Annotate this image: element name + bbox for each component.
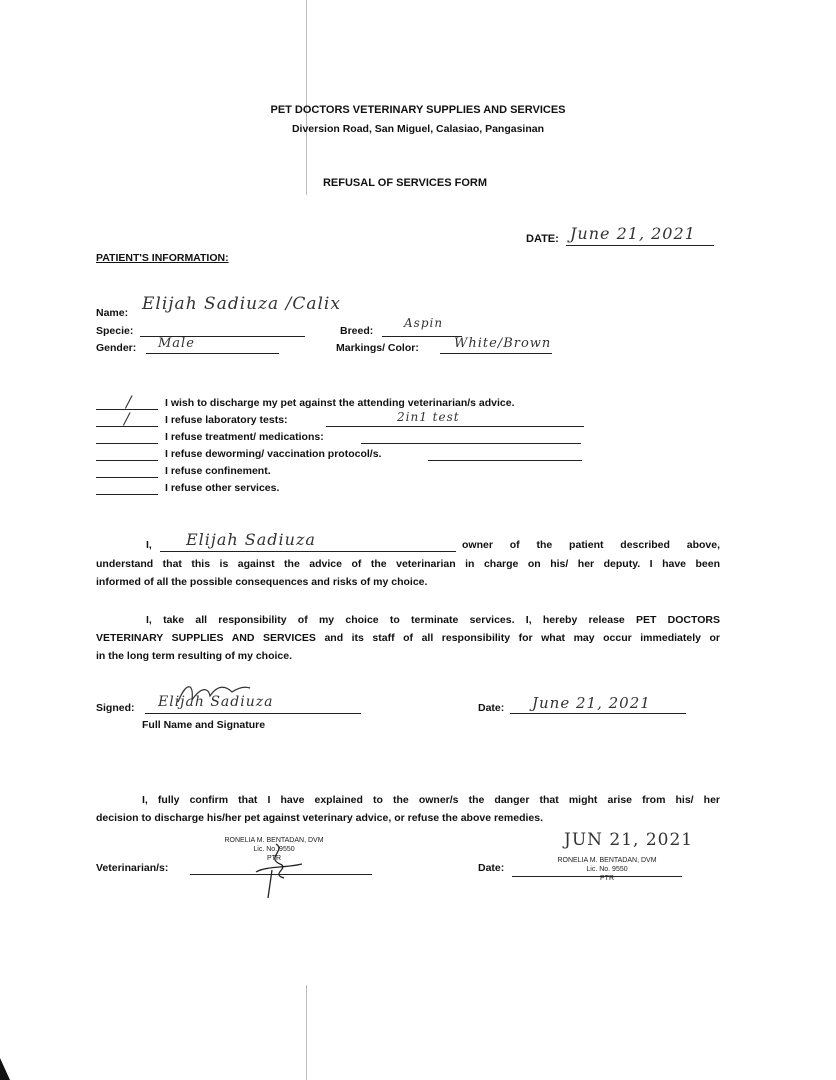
owner-name-line bbox=[160, 551, 456, 552]
confirm-line1: I, fully confirm that I have explained to the owner/s the danger that might arise from his/ her bbox=[142, 794, 720, 806]
responsibility-line1: I, take all responsibility of my choice to terminate services. I, hereby release PET DOCTORS bbox=[146, 614, 720, 626]
owner-signature-scribble bbox=[174, 678, 254, 708]
refusal-item-5: I refuse confinement. bbox=[165, 465, 271, 477]
statement-line1: owner of the patient described above, bbox=[462, 539, 720, 551]
owner-name-handwritten: Elijah Sadiuza bbox=[186, 530, 316, 549]
breed-line bbox=[382, 336, 462, 337]
name-label: Name: bbox=[96, 307, 129, 319]
refusal-mark-1: / bbox=[126, 392, 133, 411]
lab-tests-line bbox=[326, 426, 584, 427]
breed-handwritten: Aspin bbox=[404, 316, 444, 330]
treatment-line bbox=[361, 443, 581, 444]
statement-line2: understand that this is against the advice of the veterinarian in charge on his/ her deputy. I have been bbox=[96, 558, 720, 570]
breed-label: Breed: bbox=[340, 325, 374, 337]
markings-label: Markings/ Color: bbox=[336, 342, 419, 354]
specie-label: Specie: bbox=[96, 325, 134, 337]
refusal-item-3: I refuse treatment/ medications: bbox=[165, 431, 324, 443]
signature-caption: Full Name and Signature bbox=[142, 719, 266, 731]
vet-date-stamp bbox=[548, 856, 666, 883]
refusal-blank-4 bbox=[96, 460, 158, 461]
date-label: DATE: bbox=[526, 233, 559, 245]
owner-date-label: Date: bbox=[478, 702, 505, 714]
markings-line bbox=[440, 353, 552, 354]
statement-prefix: I, bbox=[146, 539, 152, 551]
gender-line bbox=[146, 353, 279, 354]
company-address: Diversion Road, San Miguel, Calasiao, Pangasinan bbox=[291, 123, 545, 135]
vet-date-stamp-ptr: PTR bbox=[600, 875, 614, 882]
fold-line-bottom bbox=[306, 985, 307, 1080]
vet-stamp-ptr: PTR bbox=[267, 855, 281, 862]
owner-date-line bbox=[510, 713, 686, 714]
refusal-mark-2: / bbox=[124, 409, 131, 428]
refusal-item-4: I refuse deworming/ vaccination protocol/s. bbox=[165, 448, 382, 460]
confirm-line2: decision to discharge his/her pet against veterinary advice, or refuse the above remedies. bbox=[96, 812, 543, 824]
gender-handwritten: Male bbox=[158, 336, 195, 351]
statement-line3: informed of all the possible consequences and risks of my choice. bbox=[96, 576, 428, 588]
responsibility-line3: in the long term resulting of my choice. bbox=[96, 650, 293, 662]
refusal-blank-6 bbox=[96, 494, 158, 495]
refusal-blank-5 bbox=[96, 477, 158, 478]
vet-date-stamp-name: RONELIA M. BENTADAN, DVM bbox=[557, 857, 657, 864]
patient-info-heading: PATIENT'S INFORMATION: bbox=[96, 252, 229, 264]
date-handwritten: June 21, 2021 bbox=[570, 224, 696, 243]
vet-stamp-name: RONELIA M. BENTADAN, DVM bbox=[224, 837, 324, 844]
signed-label: Signed: bbox=[96, 702, 135, 714]
refusal-item-2: I refuse laboratory tests: bbox=[165, 414, 288, 426]
refusal-item-6: I refuse other services. bbox=[165, 482, 280, 494]
vet-date-label: Date: bbox=[478, 862, 505, 874]
gender-label: Gender: bbox=[96, 342, 137, 354]
markings-handwritten: White/Brown bbox=[454, 336, 552, 351]
name-handwritten: Elijah Sadiuza /Calix bbox=[142, 294, 341, 314]
responsibility-line2: VETERINARY SUPPLIES AND SERVICES and its staff of all responsibility for what may occur immediately or bbox=[96, 632, 720, 644]
page-corner-shadow bbox=[0, 1058, 10, 1080]
refusal-blank-3 bbox=[96, 443, 158, 444]
owner-date-handwritten: June 21, 2021 bbox=[532, 694, 651, 712]
fold-line-top bbox=[306, 0, 307, 195]
date-line bbox=[566, 245, 714, 246]
vet-date-stamp-lic: Lic. No. 9550 bbox=[586, 866, 628, 873]
signed-line bbox=[145, 713, 361, 714]
company-name: PET DOCTORS VETERINARY SUPPLIES AND SERVICES bbox=[270, 104, 566, 116]
form-title: REFUSAL OF SERVICES FORM bbox=[322, 177, 487, 189]
veterinarian-label: Veterinarian/s: bbox=[96, 862, 169, 874]
vet-signature-scribble bbox=[246, 840, 316, 900]
deworming-line bbox=[428, 460, 582, 461]
signed-handwritten: Elijah Sadiuza bbox=[158, 694, 274, 710]
vet-date-handwritten: JUN 21, 2021 bbox=[564, 830, 694, 850]
lab-tests-handwritten: 2in1 test bbox=[397, 410, 460, 424]
refusal-item-1: I wish to discharge my pet against the attending veterinarian/s advice. bbox=[165, 397, 515, 409]
vet-stamp-lic: Lic. No. 9550 bbox=[253, 846, 295, 853]
